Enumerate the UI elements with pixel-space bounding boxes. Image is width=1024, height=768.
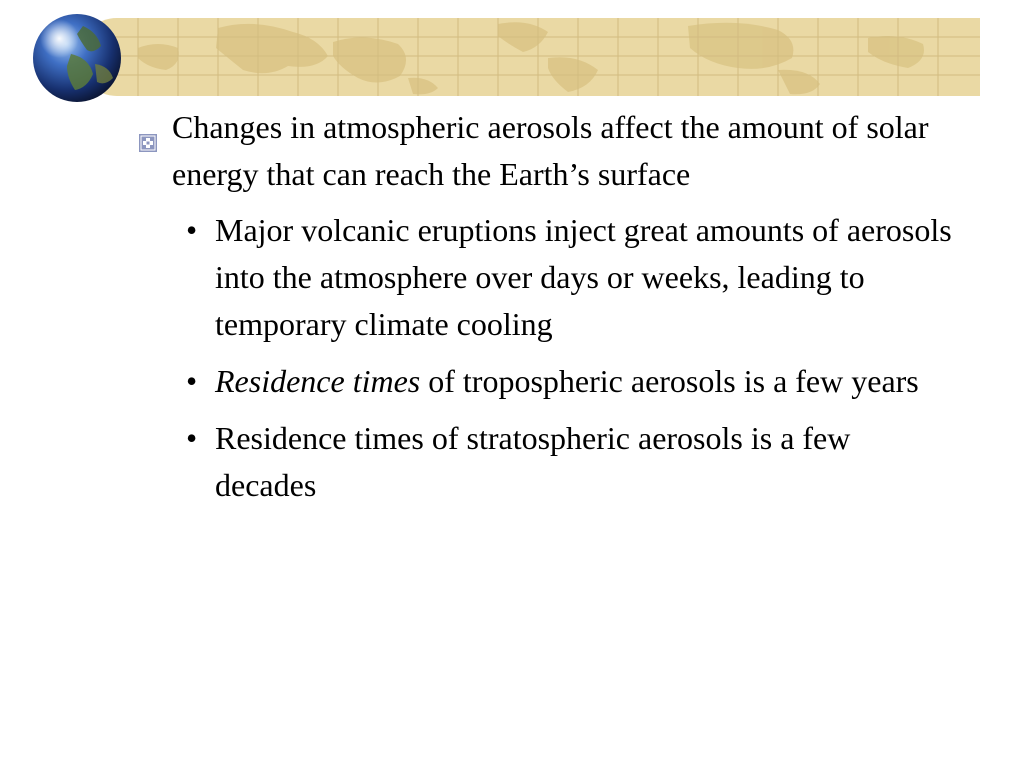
sub-bullet-text: Residence times of stratospheric aerosols is a few decades bbox=[215, 420, 851, 503]
sub-bullet-stratospheric bbox=[186, 415, 958, 509]
square-bullet-icon bbox=[138, 119, 158, 139]
sub-bullet-italic-term: Residence times bbox=[215, 363, 421, 399]
bullet-dot: • bbox=[186, 212, 198, 248]
sub-bullet-list bbox=[186, 207, 958, 509]
world-map-image bbox=[78, 18, 980, 96]
sub-bullet-text: of tropospheric aerosols is a few years bbox=[420, 363, 919, 399]
main-bullet-text: Changes in atmospheric aerosols affect the amount of solar energy that can reach the Earth’s surface bbox=[172, 109, 929, 192]
globe-icon bbox=[31, 12, 123, 104]
bullet-dot: • bbox=[186, 363, 198, 399]
world-map-banner bbox=[78, 18, 980, 96]
bullet-dot: • bbox=[186, 420, 198, 456]
sub-bullet-volcanic bbox=[186, 207, 958, 348]
main-bullet bbox=[138, 104, 958, 198]
slide-content bbox=[138, 104, 958, 519]
sub-bullet-text: Major volcanic eruptions inject great amounts of aerosols into the atmosphere over days or weeks, leading to temporary climate cooling bbox=[215, 212, 952, 342]
sub-bullet-tropospheric bbox=[186, 358, 958, 405]
